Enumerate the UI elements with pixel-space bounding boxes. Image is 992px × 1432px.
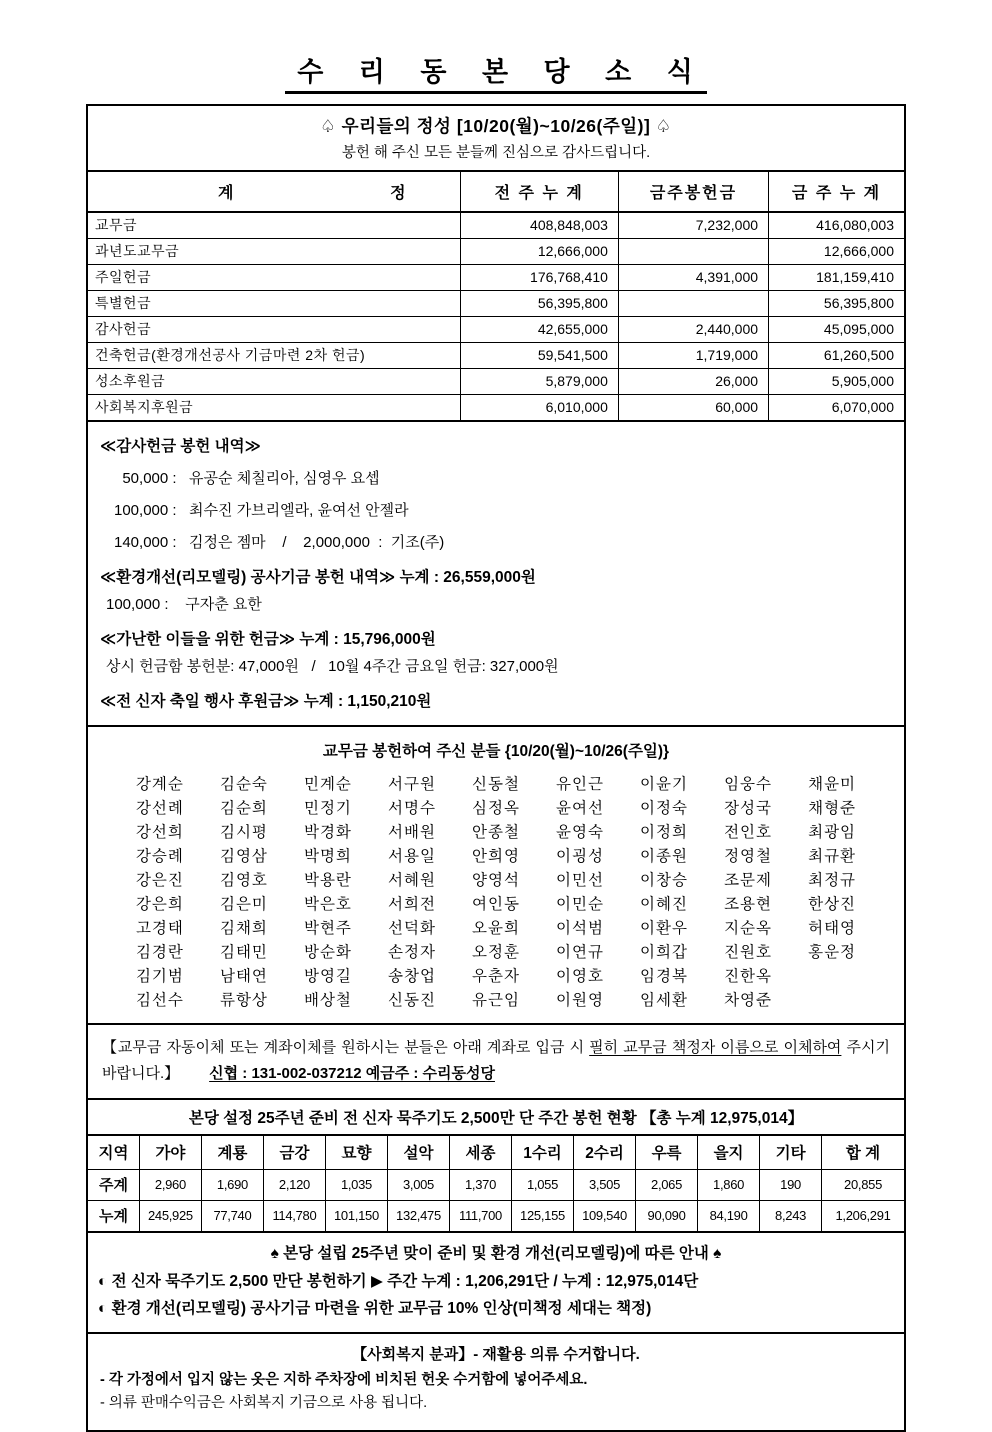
donor-name: 이희갑 [640,944,688,961]
donor-name: 진한옥 [724,968,772,985]
offering-item-label: 특별헌금 [88,290,460,316]
rosary-col-12: 합 계 [822,1136,904,1169]
donor-name: 장성국 [724,800,772,817]
offering-week-total: 416,080,003 [769,212,904,238]
donor-name: 우춘자 [472,968,520,985]
donor-name: 오정훈 [472,944,520,961]
offering-prev-total: 12,666,000 [460,238,618,264]
donor-name: 정영철 [724,848,772,865]
anniversary-notice-section [88,1231,904,1332]
donor-name: 서희전 [388,896,436,913]
offering-item-label: 사회복지후원금 [88,394,460,420]
transfer-note-part3: 주시기 바랍니다.】 [102,1039,890,1082]
donor-name: 이윤기 [640,776,688,793]
donor-name: 강승례 [135,848,184,865]
offering-week-amount [618,238,768,264]
donors-title: 교무금 봉헌하여 주신 분들 {10/20(월)~10/26(주일)} [322,743,670,760]
donor-name: 김순숙 [219,776,268,793]
rosary-col-5: 설악 [387,1136,449,1169]
rosary-week-row-value: 190 [760,1169,822,1200]
donor-name: 채형준 [808,800,857,817]
offering-item-label: 건축헌금(환경개선공사 기금마련 2차 헌금) [88,342,460,368]
offering-prev-total: 5,879,000 [460,368,618,394]
offering-table-header-row [88,172,904,212]
transfer-note [102,1035,890,1086]
donor-name: 박명희 [303,848,352,865]
donor-name: 최규환 [808,848,857,865]
remodel-fund-line: 100,000 : 구자춘 요한 [106,596,262,613]
donor-row [118,771,874,795]
offering-row [88,238,904,264]
rosary-total-row [88,1200,904,1231]
donor-name: 김영삼 [219,848,268,865]
donor-name: 이석범 [556,920,604,937]
rosary-total-row-value: 132,475 [387,1200,449,1231]
rosary-week-row-value: 2,120 [263,1169,325,1200]
donor-name: 김경란 [135,944,184,961]
rosary-table [88,1136,904,1231]
offering-week-amount: 60,000 [618,394,768,420]
donor-name: 심정옥 [472,800,520,817]
rosary-total-row-value: 84,190 [698,1200,760,1231]
donor-name: 이종원 [640,848,688,865]
offering-week-total: 6,070,000 [769,394,904,420]
donor-name: 김영호 [219,872,268,889]
donor-name: 이환우 [640,920,688,937]
donor-name: 유근임 [472,992,520,1009]
remodel-fund-title: ≪환경개선(리모델링) 공사기금 봉헌 내역≫ 누계 : 26,559,000원 [100,569,536,586]
donor-name: 강선례 [135,800,184,817]
offering-row [88,316,904,342]
thanks-offering-line: 140,000 : 김정은 젬마 / 2,000,000 : 기조(주) [114,534,445,551]
donor-name: 유인근 [556,776,604,793]
notice-bullet: ◐ 전 신자 묵주기도 2,500 만단 봉헌하기 ▶ 주간 누계 : 1,206,291단 / 누계 : 12,975,014단 [98,1273,699,1290]
offering-row [88,212,904,238]
donor-name: 민계순 [303,776,352,793]
donor-name: 김은미 [219,896,268,913]
donor-name: 서용일 [388,848,436,865]
rosary-col-6: 세종 [449,1136,511,1169]
donor-name: 윤영숙 [556,824,604,841]
rosary-total-row-value: 101,150 [325,1200,387,1231]
donor-name: 이영호 [556,968,604,985]
donor-name: 박용란 [303,872,352,889]
rosary-week-row-value: 1,035 [325,1169,387,1200]
offering-week-total: 181,159,410 [769,264,904,290]
donor-name: 남태연 [219,968,268,985]
rosary-total-row-value: 1,206,291 [822,1200,904,1231]
offering-col-week-offering: 금주봉헌금 [618,172,768,212]
offering-week-amount: 7,232,000 [618,212,768,238]
offering-week-amount: 1,719,000 [618,342,768,368]
donor-row [118,987,874,1011]
donor-name: 박현주 [303,920,352,937]
rosary-week-row-value: 2,065 [636,1169,698,1200]
donor-name: 허태영 [808,920,857,937]
page-title-wrap [86,50,906,94]
rosary-week-row [88,1169,904,1200]
donor-name: 김기범 [135,968,184,985]
donor-name: 이정희 [640,824,688,841]
offering-item-label: 교무금 [88,212,460,238]
offering-table [88,172,904,420]
donor-name: 강은희 [135,896,184,913]
offering-week-total: 61,260,500 [769,342,904,368]
offering-row [88,342,904,368]
rosary-title: 본당 설정 25주년 준비 전 신자 묵주기도 2,500만 단 주간 봉헌 현황 【총 누계 12,975,014】 [88,1100,904,1136]
donor-name: 채윤미 [808,776,857,793]
rosary-total-row-value: 111,700 [449,1200,511,1231]
donor-name: 김선수 [135,992,184,1009]
donor-name: 임경복 [640,968,688,985]
donor-row [118,867,874,891]
poor-fund-block [100,627,892,676]
donor-name: 이원영 [556,992,604,1009]
thanks-offering-line: 100,000 : 최수진 가브리엘라, 윤여선 안젤라 [114,502,409,519]
rosary-week-row-value: 1,860 [698,1169,760,1200]
anniversary-notice-title: ♠ 본당 설립 25주년 맞이 준비 및 환경 개선(리모델링)에 따른 안내 ♠ [270,1245,722,1262]
donors-grid [118,771,874,1011]
rosary-total-row-value: 77,740 [201,1200,263,1231]
offering-week-amount: 26,000 [618,368,768,394]
donor-name: 김시평 [219,824,268,841]
offering-table-section [88,170,904,420]
donor-row [118,819,874,843]
donor-name: 김순희 [219,800,268,817]
rosary-week-row-label: 주계 [88,1169,139,1200]
donor-name: 박경화 [303,824,352,841]
offering-col-account-left: 계 [218,185,236,202]
offering-week-total: 56,395,800 [769,290,904,316]
donor-name: 서혜원 [388,872,436,889]
rosary-col-4: 묘향 [325,1136,387,1169]
offering-item-label: 성소후원금 [88,368,460,394]
donor-row [118,795,874,819]
offering-row [88,394,904,420]
donors-section [88,725,904,1023]
donor-name: 서구원 [388,776,436,793]
rosary-total-row-value: 114,780 [263,1200,325,1231]
transfer-note-part1: 【교무금 자동이체 또는 계좌이체를 원하시는 분들은 아래 계좌로 입금 시 [102,1039,590,1056]
rosary-week-row-value: 3,505 [574,1169,636,1200]
offering-week-amount: 2,440,000 [618,316,768,342]
poor-fund-title: ≪가난한 이들을 위한 헌금≫ 누계 : 15,796,000원 [100,631,436,648]
donor-name: 이민순 [556,896,604,913]
transfer-account-info: 신협 : 131-002-037212 예금주 : 수리동성당 [209,1064,495,1082]
donor-name: 이혜진 [640,896,688,913]
rosary-col-7: 1수리 [512,1136,574,1169]
donor-name: 방순화 [303,944,352,961]
donor-name: 임웅수 [724,776,772,793]
donor-name: 임세환 [640,992,688,1009]
offering-item-label: 주일헌금 [88,264,460,290]
donor-name: 진원호 [724,944,772,961]
donor-name: 한상진 [808,896,857,913]
donor-name: 송창업 [388,968,436,985]
offering-prev-total: 6,010,000 [460,394,618,420]
transfer-note-section [88,1023,904,1098]
donor-name: 여인동 [472,896,520,913]
rosary-week-row-value: 20,855 [822,1169,904,1200]
offering-prev-total: 176,768,410 [460,264,618,290]
donor-name: 홍운정 [808,944,857,961]
donor-name: 조문제 [724,872,772,889]
offering-prev-total: 59,541,500 [460,342,618,368]
thanks-offering-block [100,434,892,552]
offering-week-total: 45,095,000 [769,316,904,342]
donor-name: 윤여선 [556,800,604,817]
donor-row [118,915,874,939]
donor-name: 강선희 [135,824,184,841]
rosary-week-row-value: 3,005 [387,1169,449,1200]
rosary-col-2: 계룡 [201,1136,263,1169]
rosary-col-10: 을지 [698,1136,760,1169]
rosary-total-row-value: 8,243 [760,1200,822,1231]
rosary-week-row-value: 1,055 [512,1169,574,1200]
rosary-total-row-value: 125,155 [512,1200,574,1231]
donor-name: 최정규 [808,872,857,889]
offering-col-account [88,172,460,212]
rosary-total-row-label: 누계 [88,1200,139,1231]
thanks-offering-line: 50,000 : 유공순 체칠리아, 심영우 요셉 [114,470,380,487]
offering-details-section [88,420,904,725]
donor-name: 조용현 [724,896,772,913]
donor-name: 지순옥 [724,920,772,937]
donor-name: 이연규 [556,944,604,961]
offering-header-section [88,106,904,170]
donor-name [790,987,874,1011]
donor-name: 오윤희 [472,920,520,937]
donor-row [118,963,874,987]
offering-col-account-right: 정 [390,185,408,202]
notice-bullet: ◐ 환경 개선(리모델링) 공사기금 마련을 위한 교무금 10% 인상(미책정 세대는 책정) [98,1300,652,1318]
rosary-col-9: 우륵 [636,1136,698,1169]
donor-name: 양영석 [472,872,520,889]
rosary-col-3: 금강 [263,1136,325,1169]
donor-name: 강계순 [135,776,184,793]
offering-row [88,264,904,290]
donor-name: 서배원 [388,824,436,841]
offering-row [88,368,904,394]
rosary-col-8: 2수리 [574,1136,636,1169]
donor-row [118,891,874,915]
donor-name: 박은호 [303,896,352,913]
donor-name: 안종철 [472,824,520,841]
donor-name: 강은진 [135,872,184,889]
donor-name: 전인호 [724,824,772,841]
offering-prev-total: 56,395,800 [460,290,618,316]
offering-week-amount: 4,391,000 [618,264,768,290]
donor-name: 류항상 [219,992,268,1009]
rosary-header-row [88,1136,904,1169]
rosary-col-1: 가야 [139,1136,201,1169]
thanks-offering-title: ≪감사헌금 봉헌 내역≫ [100,438,261,455]
donor-name: 안희영 [472,848,520,865]
rosary-col-region: 지역 [88,1136,139,1169]
donor-name: 이정숙 [640,800,688,817]
offering-week-total: 5,905,000 [769,368,904,394]
offering-item-label: 과년도교무금 [88,238,460,264]
donor-name: 서명수 [388,800,436,817]
page-title: 수 리 동 본 당 소 식 [285,50,707,94]
rosary-total-row-value: 245,925 [139,1200,201,1231]
feast-fund-title: ≪전 신자 축일 행사 후원금≫ 누계 : 1,150,210원 [100,693,432,710]
donor-name: 최광임 [808,824,857,841]
welfare-line: - 의류 판매수익금은 사회복지 기금으로 사용 됩니다. [100,1395,428,1412]
rosary-week-row-value: 1,370 [449,1169,511,1200]
rosary-week-row-value: 1,690 [201,1169,263,1200]
donor-name: 신동진 [388,992,436,1009]
offering-subheader: 봉헌 해 주신 모든 분들께 진심으로 감사드립니다. [341,145,651,161]
offering-prev-total: 42,655,000 [460,316,618,342]
donor-name: 고경태 [135,920,184,937]
bulletin-document [86,104,906,1432]
donor-name: 방영길 [303,968,352,985]
donor-row [118,843,874,867]
offering-col-prev-total: 전 주 누 계 [460,172,618,212]
welfare-line: - 각 가정에서 입지 않는 옷은 지하 주차장에 비치된 헌옷 수거함에 넣어주세요. [100,1372,588,1389]
rosary-col-11: 기타 [760,1136,822,1169]
donor-name: 배상철 [303,992,352,1009]
donor-name: 이창승 [640,872,688,889]
offering-week-amount [618,290,768,316]
donor-name: 이민선 [556,872,604,889]
donor-name: 선덕화 [388,920,436,937]
rosary-total-row-value: 109,540 [574,1200,636,1231]
offering-row [88,290,904,316]
donor-name: 손정자 [388,944,436,961]
donor-row [118,939,874,963]
donor-name: 차영준 [724,992,772,1009]
offering-header: ♤ 우리들의 정성 [10/20(월)~10/26(주일)] ♤ [320,116,672,136]
welfare-section [88,1332,904,1429]
welfare-title: 【사회복지 분과】- 재활용 의류 수거합니다. [352,1346,640,1364]
rosary-total-row-value: 90,090 [636,1200,698,1231]
transfer-note-underlined: 필히 교무금 책정자 이름으로 이체하여 [589,1039,842,1056]
rosary-section [88,1098,904,1231]
offering-item-label: 감사헌금 [88,316,460,342]
rosary-week-row-value: 2,960 [139,1169,201,1200]
remodel-fund-block [100,565,892,614]
donor-name: 김태민 [219,944,268,961]
poor-fund-line: 상시 헌금함 봉헌분: 47,000원 / 10월 4주간 금요일 헌금: 327,000원 [106,658,559,675]
offering-prev-total: 408,848,003 [460,212,618,238]
donor-name: 김채희 [219,920,268,937]
donor-name: 민정기 [303,800,352,817]
offering-week-total: 12,666,000 [769,238,904,264]
offering-col-week-total: 금 주 누 계 [769,172,904,212]
feast-fund-block [100,689,892,711]
donor-name: 이굉성 [556,848,604,865]
donor-name [790,963,874,987]
donor-name: 신동철 [472,776,520,793]
